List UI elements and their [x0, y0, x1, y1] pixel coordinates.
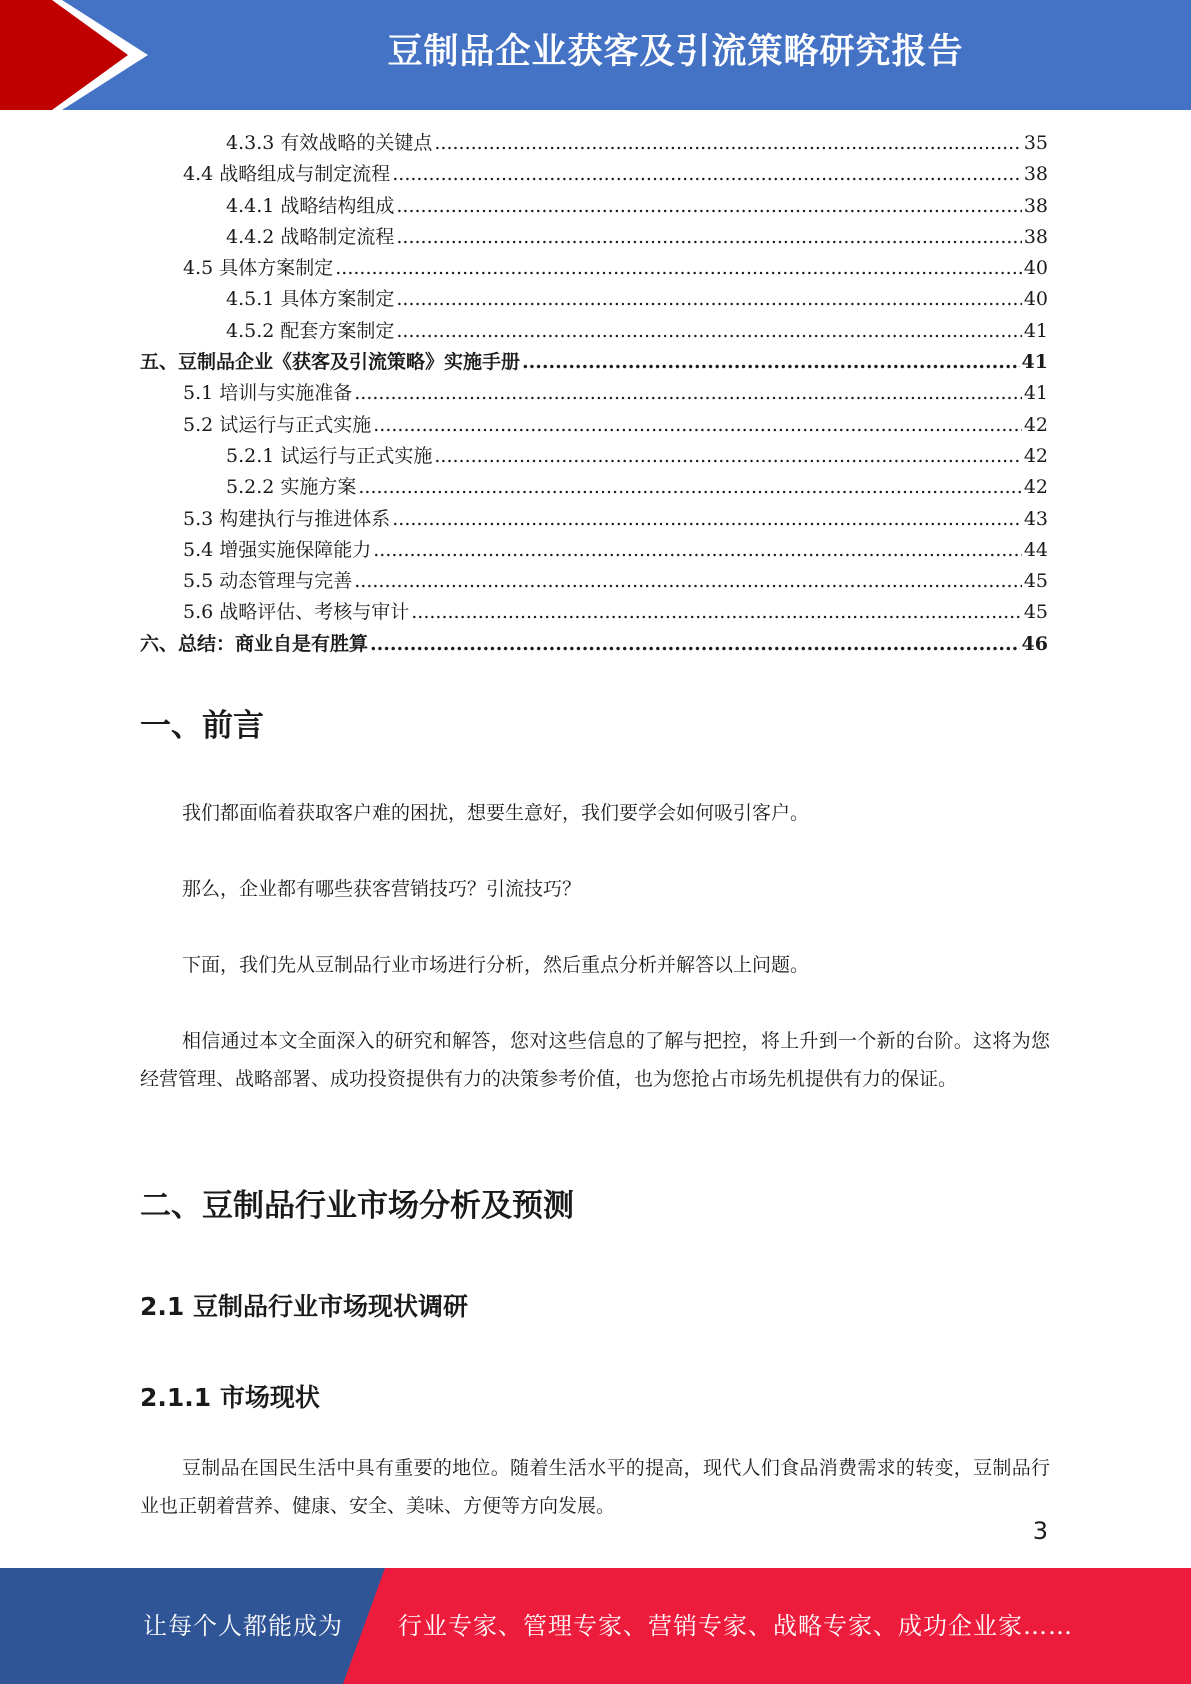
market-status-paragraph: 豆制品在国民生活中具有重要的地位。随着生活水平的提高，现代人们食品消费需求的转变，豆制品行业也正朝着营养、健康、安全、美味、方便等方向发展。	[140, 1457, 1050, 1517]
toc-entry[interactable]	[140, 284, 1048, 315]
toc-entry-title: 六、总结：商业自是有胜算	[140, 632, 369, 655]
toc-entry-title: 5.2.2 实施方案	[226, 476, 357, 499]
toc-entry-title: 4.3.3 有效战略的关键点	[226, 132, 433, 154]
toc-entry[interactable]	[140, 222, 1048, 253]
toc-dot-leader	[396, 320, 1021, 342]
section-2-1-heading: 2.1 豆制品行业市场现状调研	[140, 1292, 468, 1321]
preface-paragraph-4: 相信通过本文全面深入的研究和解答，您对这些信息的了解与把控，将上升到一个新的台阶。这将为您经营管理、战略部署、成功投资提供有力的决策参考价值，也为您抢占市场先机提供有力的保证。	[140, 1030, 1050, 1090]
toc-entry-title: 4.5.1 具体方案制定	[226, 288, 395, 311]
toc-entry-page: 42	[1023, 444, 1048, 467]
toc-entry-page: 42	[1023, 413, 1048, 436]
section-2-1-1-heading: 2.1.1 市场现状	[140, 1383, 320, 1412]
preface-paragraph-3: 下面，我们先从豆制品行业市场进行分析，然后重点分析并解答以上问题。	[182, 954, 810, 976]
toc-entry[interactable]	[140, 378, 1048, 409]
toc-entry-title: 五、豆制品企业《获客及引流策略》实施手册	[140, 351, 521, 374]
chapter2-heading: 二、豆制品行业市场分析及预测	[140, 1188, 574, 1224]
toc-entry-page: 38	[1023, 225, 1048, 248]
toc-dot-leader	[396, 226, 1021, 248]
toc-entry[interactable]	[140, 566, 1048, 597]
toc-entry-title: 5.2 试运行与正式实施	[183, 413, 372, 436]
toc-dot-leader	[411, 601, 1022, 623]
toc-entry[interactable]	[140, 410, 1048, 441]
footer-slogan-left: 让每个人都能成为	[143, 1612, 343, 1640]
toc-entry-title: 5.4 增强实施保障能力	[183, 538, 372, 561]
toc-entry-page: 41	[1023, 319, 1048, 342]
page-footer	[0, 1568, 1191, 1684]
toc-entry-page: 38	[1023, 194, 1048, 217]
toc-entry-title: 4.4.1 战略结构组成	[226, 194, 395, 217]
toc-dot-leader	[358, 476, 1021, 498]
toc-entry-page: 41	[1021, 351, 1048, 374]
toc-dot-leader	[392, 163, 1022, 185]
toc-entry[interactable]	[140, 504, 1048, 535]
toc-dot-leader	[434, 132, 1021, 154]
toc-entry[interactable]	[140, 597, 1048, 628]
preface-paragraph-1: 我们都面临着获取客户难的困扰，想要生意好，我们要学会如何吸引客户。	[182, 802, 810, 824]
toc-entry-title: 4.4 战略组成与制定流程	[183, 163, 391, 186]
report-title: 豆制品企业获客及引流策略研究报告	[387, 32, 964, 72]
toc-entry-page: 41	[1023, 382, 1048, 405]
toc-entry-page: 35	[1023, 132, 1048, 154]
toc-entry[interactable]	[140, 316, 1048, 347]
toc-dot-leader	[373, 414, 1022, 436]
table-of-contents	[140, 128, 1048, 660]
page-header	[0, 0, 1191, 110]
toc-entry[interactable]	[140, 535, 1048, 566]
toc-entry-title: 5.3 构建执行与推进体系	[183, 507, 391, 530]
toc-entry[interactable]	[140, 347, 1048, 378]
toc-entry-title: 4.5 具体方案制定	[183, 257, 334, 280]
toc-dot-leader	[354, 382, 1022, 404]
toc-entry-page: 44	[1023, 538, 1048, 561]
toc-entry[interactable]	[140, 253, 1048, 284]
toc-entry-page: 40	[1023, 257, 1048, 280]
toc-entry-page: 43	[1023, 507, 1048, 530]
header-red-chevron-icon	[0, 0, 150, 110]
toc-entry-page: 42	[1023, 476, 1048, 499]
toc-entry-title: 5.6 战略评估、考核与审计	[183, 601, 410, 624]
toc-dot-leader	[434, 445, 1021, 467]
toc-dot-leader	[373, 539, 1022, 561]
toc-entry-title: 4.5.2 配套方案制定	[226, 319, 395, 342]
toc-entry[interactable]	[140, 629, 1048, 660]
toc-dot-leader	[522, 351, 1020, 373]
footer-slogan-right: 行业专家、管理专家、营销专家、战略专家、成功企业家……	[398, 1612, 1073, 1640]
toc-entry-page: 46	[1021, 632, 1048, 655]
toc-entry[interactable]	[140, 159, 1048, 190]
toc-dot-leader	[392, 508, 1022, 530]
toc-entry[interactable]	[140, 472, 1048, 503]
toc-entry[interactable]	[140, 191, 1048, 222]
toc-entry-title: 4.4.2 战略制定流程	[226, 225, 395, 248]
toc-dot-leader	[396, 288, 1021, 310]
toc-entry-page: 38	[1023, 163, 1048, 186]
toc-dot-leader	[370, 633, 1020, 655]
page-number: 3	[1032, 1517, 1048, 1545]
toc-dot-leader	[354, 570, 1022, 592]
toc-dot-leader	[335, 257, 1022, 279]
toc-entry[interactable]	[140, 128, 1048, 159]
toc-entry-title: 5.1 培训与实施准备	[183, 382, 353, 405]
toc-entry-page: 45	[1023, 570, 1048, 593]
toc-entry-page: 40	[1023, 288, 1048, 311]
toc-entry-title: 5.5 动态管理与完善	[183, 570, 353, 593]
preface-heading: 一、前言	[140, 708, 264, 744]
toc-dot-leader	[396, 195, 1021, 217]
toc-entry-page: 45	[1023, 601, 1048, 624]
toc-entry[interactable]	[140, 441, 1048, 472]
toc-entry-title: 5.2.1 试运行与正式实施	[226, 444, 433, 467]
preface-paragraph-2: 那么，企业都有哪些获客营销技巧？引流技巧？	[182, 878, 582, 900]
